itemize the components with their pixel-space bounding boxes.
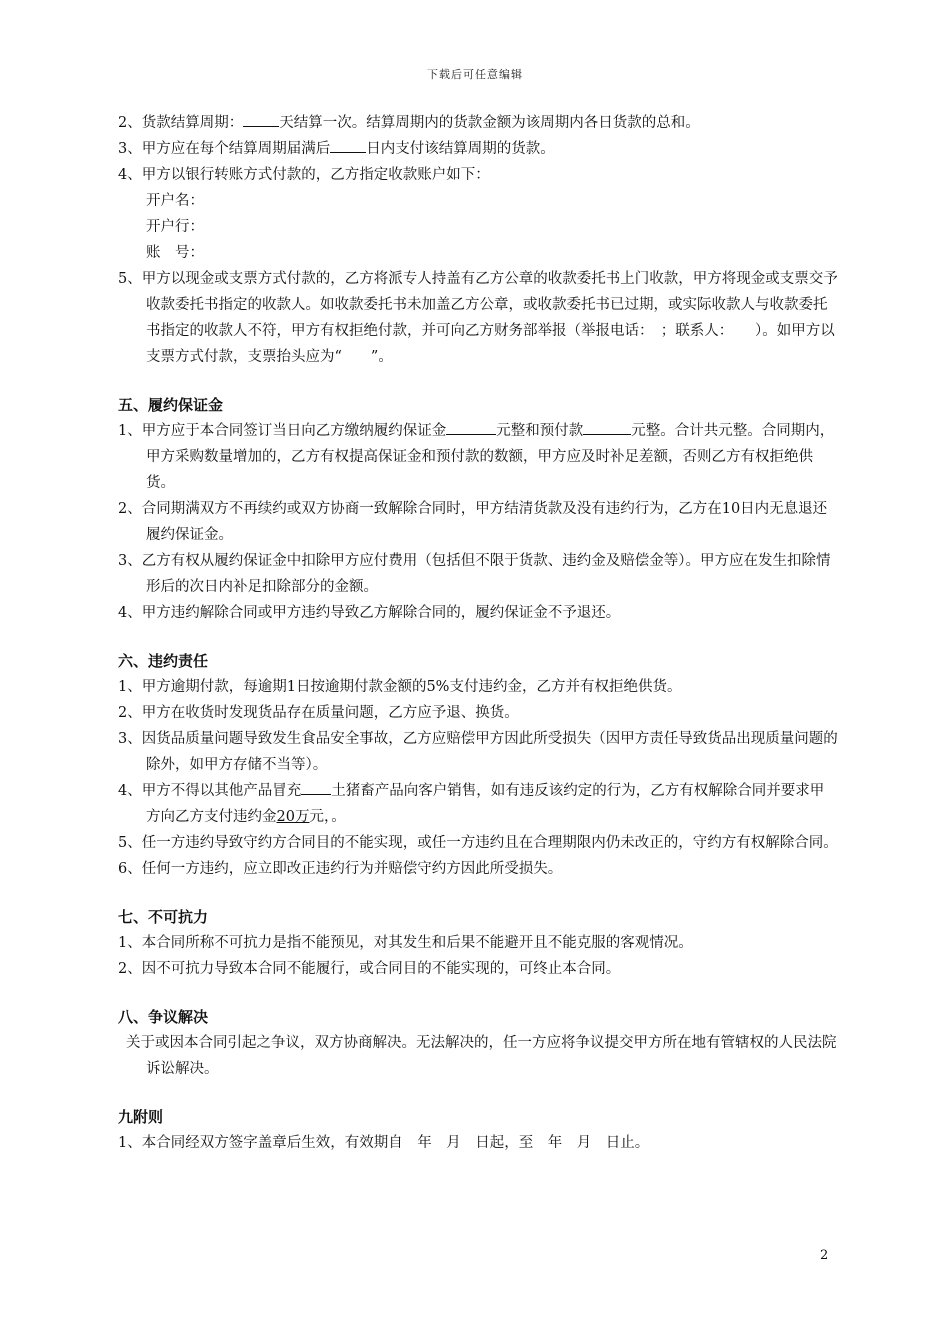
section-7-title: 七、不可抗力 [118, 908, 209, 926]
section-5-item-1 [118, 418, 838, 496]
payment-item-2 [118, 110, 838, 136]
section-6-item-4-text-a: 4、甲方不得以其他产品冒充 [118, 783, 302, 799]
section-6-item-4 [118, 778, 838, 830]
section-5-item-1-text-a: 1、甲方应于本合同签订当日向乙方缴纳履约保证金 [118, 423, 447, 439]
section-6-item-4-text-c: 元，。 [309, 809, 346, 825]
contract-body [118, 110, 838, 1156]
payment-item-3-text-b: 日内支付该结算周期的货款。 [366, 141, 555, 157]
section-9-title: 九附则 [118, 1108, 164, 1126]
section-8-title: 八、争议解决 [118, 1008, 209, 1026]
page-number: 2 [820, 1248, 829, 1263]
section-7-item-2: 2、因不可抗力导致本合同不能履行，或合同目的不能实现的，可终止本合同。 [118, 961, 621, 977]
blank-field [301, 779, 331, 795]
payment-item-2-text-a: 2、货款结算周期： [118, 115, 244, 131]
section-9-item-1: 1、本合同经双方签字盖章后生效，有效期自 年 月 日起，至 年 月 日止。 [118, 1135, 650, 1151]
section-5-item-1-text-c: 元整。合计共元整。合同期内，甲方采购数量增加的，乙方有权提高保证金和预付款的数额，甲方应及时补足差额，否则乙方有权拒绝供货。 [146, 423, 835, 491]
section-5-item-2: 2、合同期满双方不再续约或双方协商一致解除合同时，甲方结清货款及没有违约行为，乙方在10日内无息退还履约保证金。 [118, 501, 828, 543]
payment-item-3 [118, 136, 838, 162]
section-6-item-4-text-b: 土猪畜产品向客户销售，如有违反该约定的行为，乙方有权解除合同并要求甲方向乙方支付违约金 [146, 783, 825, 825]
account-bank-label: 开户行： [146, 219, 204, 235]
section-6-item-3: 3、因货品质量问题导致发生食品安全事故，乙方应赔偿甲方因此所受损失（因甲方责任导致货品出现质量问题的除外，如甲方存储不当等）。 [118, 731, 838, 773]
payment-item-4: 4、甲方以银行转账方式付款的，乙方指定收款账户如下： [118, 167, 490, 183]
section-6-title: 六、违约责任 [118, 652, 209, 670]
section-6-item-5: 5、任一方违约导致守约方合同目的不能实现，或任一方违约且在合理期限内仍未改正的，守约方有权解除合同。 [118, 835, 838, 851]
penalty-amount: 20万 [276, 809, 310, 825]
section-7-item-1: 1、本合同所称不可抗力是指不能预见，对其发生和后果不能避开且不能克服的客观情况。 [118, 935, 693, 951]
section-8-body: 关于或因本合同引起之争议，双方协商解决。无法解决的，任一方应将争议提交甲方所在地有管辖权的人民法院诉讼解决。 [126, 1035, 837, 1077]
section-6-item-2: 2、甲方在收货时发现货品存在质量问题，乙方应予退、换货。 [118, 705, 519, 721]
section-5-item-3: 3、乙方有权从履约保证金中扣除甲方应付费用（包括但不限于货款、违约金及赔偿金等）。甲方应在发生扣除情形后的次日内补足扣除部分的金额。 [118, 553, 831, 595]
blank-field [243, 111, 279, 127]
section-5-item-4: 4、甲方违约解除合同或甲方违约导致乙方解除合同的，履约保证金不予退还。 [118, 605, 621, 621]
blank-field [446, 419, 496, 435]
payment-item-2-text-b: 天结算一次。结算周期内的货款金额为该周期内各日货款的总和。 [279, 115, 700, 131]
section-5-title: 五、履约保证金 [118, 396, 224, 414]
blank-field [583, 419, 631, 435]
section-6-item-6: 6、任何一方违约，应立即改正违约行为并赔偿守约方因此所受损失。 [118, 861, 563, 877]
section-6-item-1: 1、甲方逾期付款，每逾期1日按逾期付款金额的5%支付违约金，乙方并有权拒绝供货。 [118, 679, 682, 695]
account-name-label: 开户名： [146, 193, 204, 209]
blank-field [330, 137, 366, 153]
page-header: 下载后可任意编辑 [427, 68, 523, 81]
payment-item-5: 5、甲方以现金或支票方式付款的，乙方将派专人持盖有乙方公章的收款委托书上门收款，甲方将现金或支票交予收款委托书指定的收款人。如收款委托书未加盖乙方公章，或收款委托书已过期，或实际收款人与收款委托书指定的收款人不符，甲方有权拒绝付款，并可向乙方财务部举报（举报电话： ；联系人： ）。如甲方以支票方式付款，支票抬头应为“ ”。 [118, 271, 838, 365]
payment-item-3-text-a: 3、甲方应在每个结算周期届满后 [118, 141, 331, 157]
section-5-item-1-text-b: 元整和预付款 [496, 423, 584, 439]
account-number-label: 账 号： [146, 245, 204, 261]
